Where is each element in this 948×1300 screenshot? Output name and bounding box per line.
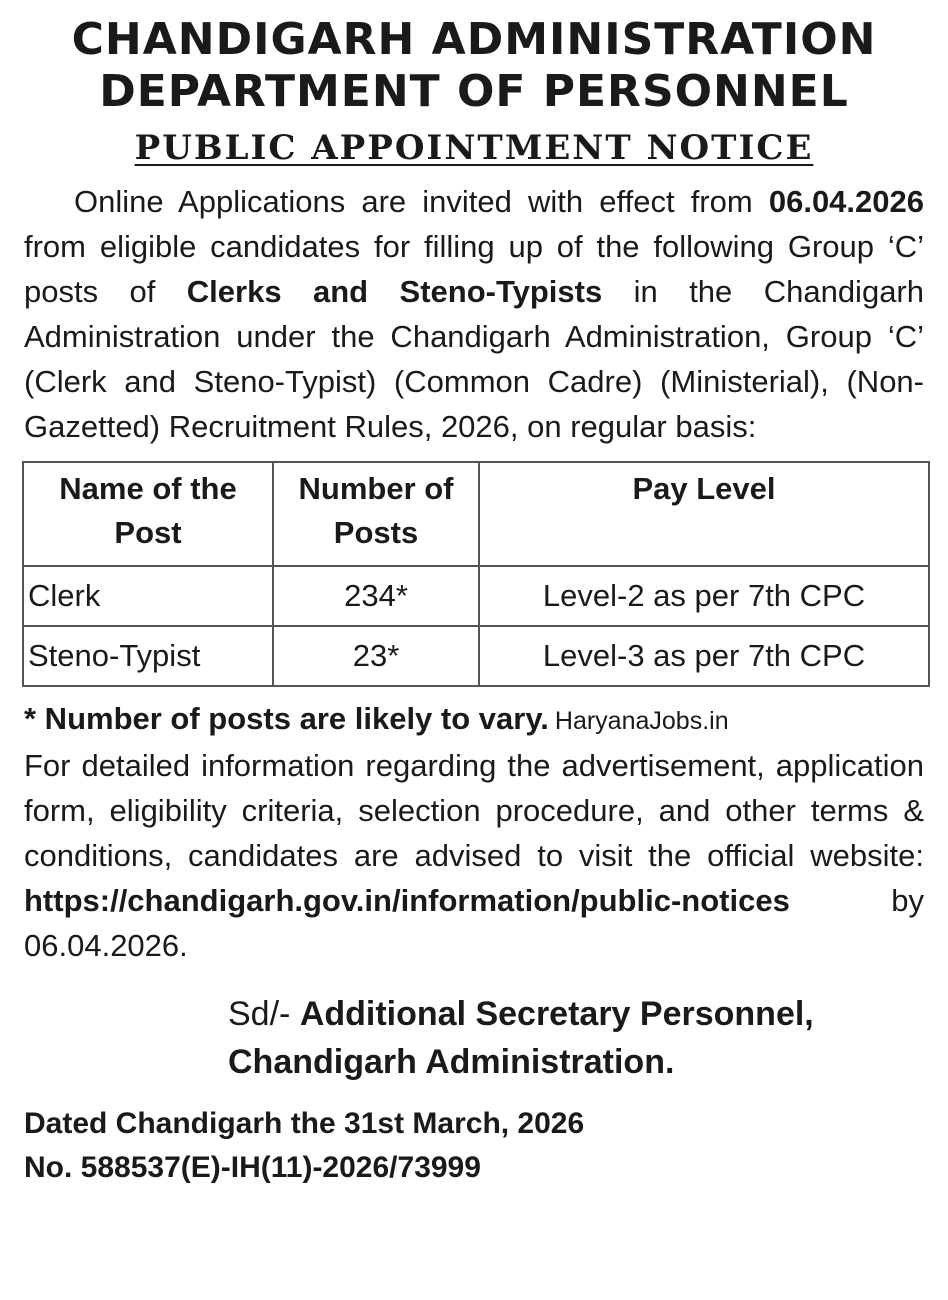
column-header-count: Number of Posts	[273, 462, 479, 566]
watermark-text: HaryanaJobs.in	[554, 707, 729, 735]
intro-paragraph	[24, 179, 924, 449]
notice-title	[24, 126, 924, 177]
notice-number: No. 588537(E)-IH(11)-2026/73999	[24, 1151, 481, 1184]
column-header-post: Name of the Post	[23, 462, 273, 566]
header-department: DEPARTMENT OF PERSONNEL	[99, 66, 849, 117]
details-text: For detailed information regarding the advertisement, application form, eligibility criteria, selection procedure, and other terms & conditions, candidates are advised to visit the official website:	[24, 748, 924, 873]
intro-date: 06.04.2026	[768, 184, 924, 219]
table-header-row	[23, 462, 929, 566]
details-paragraph	[24, 743, 924, 968]
post-count-cell: 234*	[273, 566, 479, 626]
notice-title-text: PUBLIC APPOINTMENT NOTICE	[134, 128, 814, 168]
column-header-pay: Pay Level	[479, 462, 929, 566]
posts-table	[22, 461, 930, 687]
signature-block	[228, 990, 924, 1086]
signature-org: Chandigarh Administration.	[228, 1043, 675, 1081]
posts-vary-note	[24, 699, 924, 741]
website-link[interactable]: https://chandigarh.gov.in/information/public-notices	[24, 883, 790, 918]
pay-level-cell: Level-3 as per 7th CPC	[479, 626, 929, 686]
table-row	[23, 566, 929, 626]
dated-line: Dated Chandigarh the 31st March, 2026	[24, 1107, 585, 1140]
pay-level-cell: Level-2 as per 7th CPC	[479, 566, 929, 626]
intro-posts: Clerks and Steno-Typists	[186, 274, 603, 309]
header-administration: CHANDIGARH ADMINISTRATION	[71, 14, 877, 65]
signature-prefix: Sd/-	[228, 995, 300, 1033]
details-tail: by 06.04.2026.	[24, 883, 924, 963]
post-name-cell: Steno-Typist	[23, 626, 273, 686]
intro-part2: from eligible candidates for filling up of the following Group ‘C’ posts of	[24, 229, 924, 309]
post-name-cell: Clerk	[23, 566, 273, 626]
table-row	[23, 626, 929, 686]
signature-title-line	[228, 990, 924, 1038]
signature-title: Additional Secretary Personnel,	[299, 995, 814, 1033]
intro-part1: Online Applications are invited with effect from	[74, 184, 769, 219]
intro-part3: in the Chandigarh Administration under the Chandigarh Administration, Group ‘C’ (Clerk and Steno-Typist) (Common Cadre) (Ministerial), (Non-Gazetted) Recruitment Rules, 2026, on regular basis:	[24, 274, 924, 444]
footer-block	[24, 1102, 924, 1190]
note-text: * Number of posts are likely to vary.	[24, 701, 549, 736]
post-count-cell: 23*	[273, 626, 479, 686]
